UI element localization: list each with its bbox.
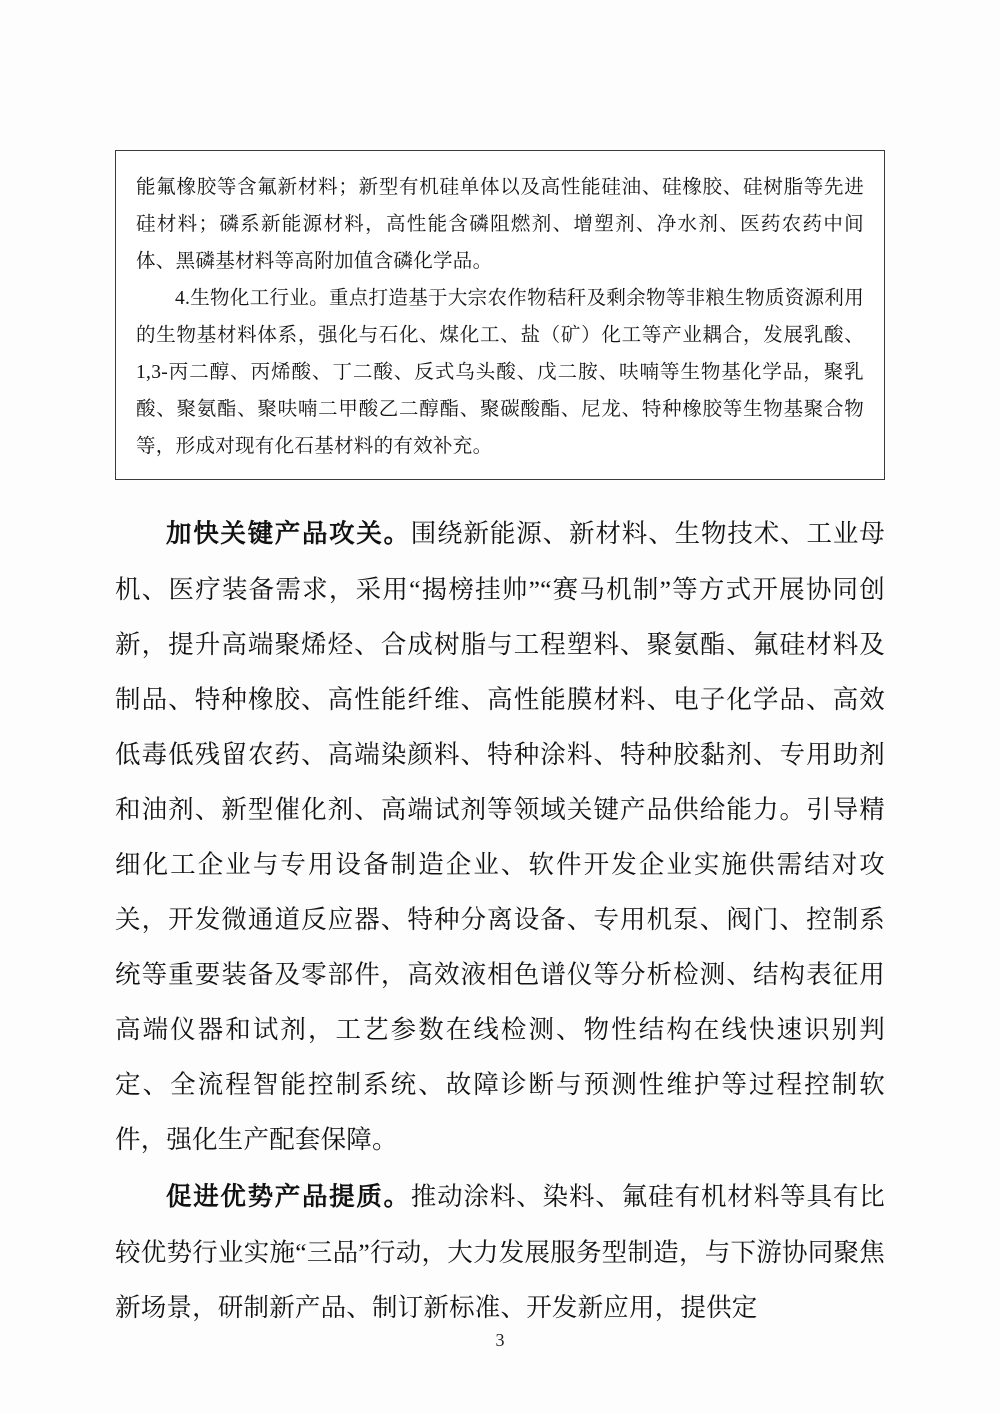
spacer: [115, 480, 885, 506]
paragraph-lead-2: 促进优势产品提质。: [166, 1183, 411, 1211]
paragraph-text-1: 围绕新能源、新材料、生物技术、工业母机、医疗装备需求，采用“揭榜挂帅”“赛马机制”等方式开展协同创新，提升高端聚烯烃、合成树脂与工程塑料、聚氨酯、氟硅材料及制品、特种橡胶、高性能纤维、高性能膜材料、电子化学品、高效低毒低残留农药、高端染颜料、特种涂料、特种胶黏剂、专用助剂和油剂、新型催化剂、高端试剂等领域关键产品供给能力。引导精细化工企业与专用设备制造企业、软件开发企业实施供需结对攻关，开发微通道反应器、特种分离设备、专用机泵、阀门、控制系统等重要装备及零部件，高效液相色谱仪等分析检测、结构表征用高端仪器和试剂，工艺参数在线检测、物性结构在线快速识别判定、全流程智能控制系统、故障诊断与预测性维护等过程控制软件，强化生产配套保障。: [115, 519, 885, 1154]
boxed-paragraph-2: 4.生物化工行业。重点打造基于大宗农作物秸秆及剩余物等非粮生物质资源利用的生物基材料体系，强化与石化、煤化工、盐（矿）化工等产业耦合，发展乳酸、1,3-丙二醇、丙烯酸、丁二酸、反式乌头酸、戊二胺、呋喃等生物基化学品，聚乳酸、聚氨酯、聚呋喃二甲酸乙二醇酯、聚碳酸酯、尼龙、特种橡胶等生物基聚合物等，形成对现有化石基材料的有效补充。: [136, 288, 864, 457]
body-paragraph-2: [115, 1169, 885, 1335]
paragraph-lead-1: 加快关键产品攻关。: [166, 520, 411, 548]
boxed-paragraph-1: 能氟橡胶等含氟新材料；新型有机硅单体以及高性能硅油、硅橡胶、硅树脂等先进硅材料；磷系新能源材料，高性能含磷阻燃剂、增塑剂、净水剂、医药农药中间体、黑磷基材料等高附加值含磷化学品。: [136, 177, 864, 272]
page-content: [115, 150, 885, 1335]
paragraph-text-2: 推动涂料、染料、氟硅有机材料等具有比较优势行业实施“三品”行动，大力发展服务型制造，与下游协同聚焦新场景，研制新产品、制订新标准、开发新应用，提供定: [115, 1182, 885, 1322]
highlighted-box: [115, 150, 885, 480]
page-number: 3: [495, 1330, 505, 1350]
body-paragraph-1: [115, 506, 885, 1167]
